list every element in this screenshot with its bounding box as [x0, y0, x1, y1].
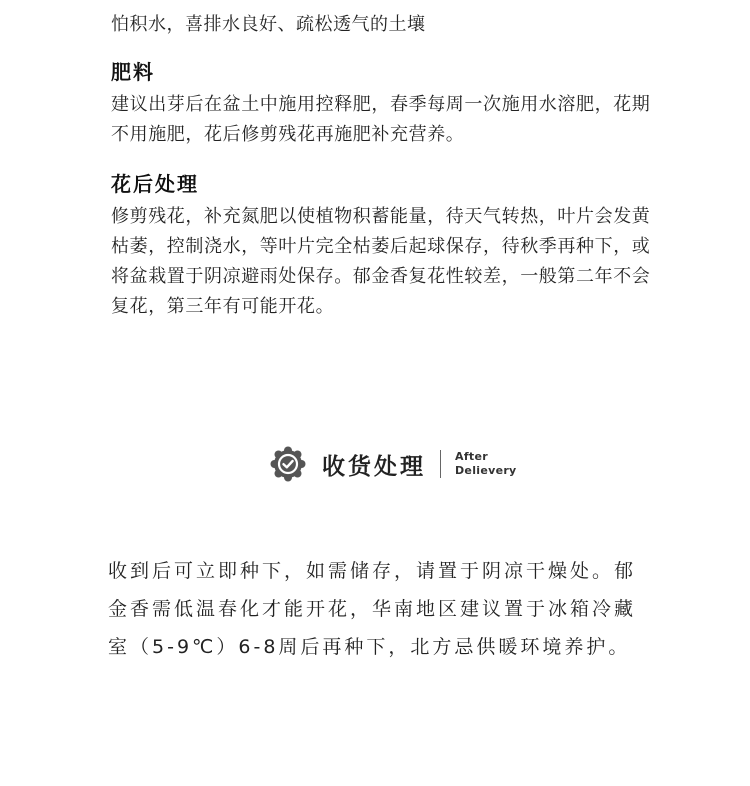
banner-divider [440, 450, 441, 478]
after-flower-title: 花后处理 [111, 172, 199, 196]
after-flower-section [111, 170, 651, 322]
banner-title: 收货处理 [322, 453, 426, 480]
fertilizer-section [111, 58, 651, 150]
intro-text: 怕积水，喜排水良好、疏松透气的土壤 [111, 14, 426, 35]
fertilizer-title: 肥料 [111, 60, 155, 84]
banner-en-line1: After [455, 450, 488, 463]
after-flower-body: 修剪残花，补充氮肥以使植物积蓄能量，待天气转热，叶片会发黄枯萎，控制浇水，等叶片完全枯萎后起球保存，待秋季再种下，或将盆栽置于阴凉避雨处保存。郁金香复花性较差，一般第二年不会复花，第三年有可能开花。 [111, 206, 651, 317]
receipt-text: 收到后可立即种下，如需储存，请置于阴凉干燥处。郁金香需低温春化才能开花，华南地区建议置于冰箱冷藏室（5-9℃）6-8周后再种下，北方忌供暖环境养护。 [108, 560, 637, 658]
receipt-banner [270, 446, 517, 482]
fertilizer-body: 建议出芽后在盆土中施用控释肥，春季每周一次施用水溶肥，花期不用施肥，花后修剪残花再施肥补充营养。 [111, 94, 651, 145]
check-badge-icon [270, 446, 306, 482]
banner-en-line2: Delievery [455, 464, 517, 477]
banner-english-label [455, 450, 517, 478]
